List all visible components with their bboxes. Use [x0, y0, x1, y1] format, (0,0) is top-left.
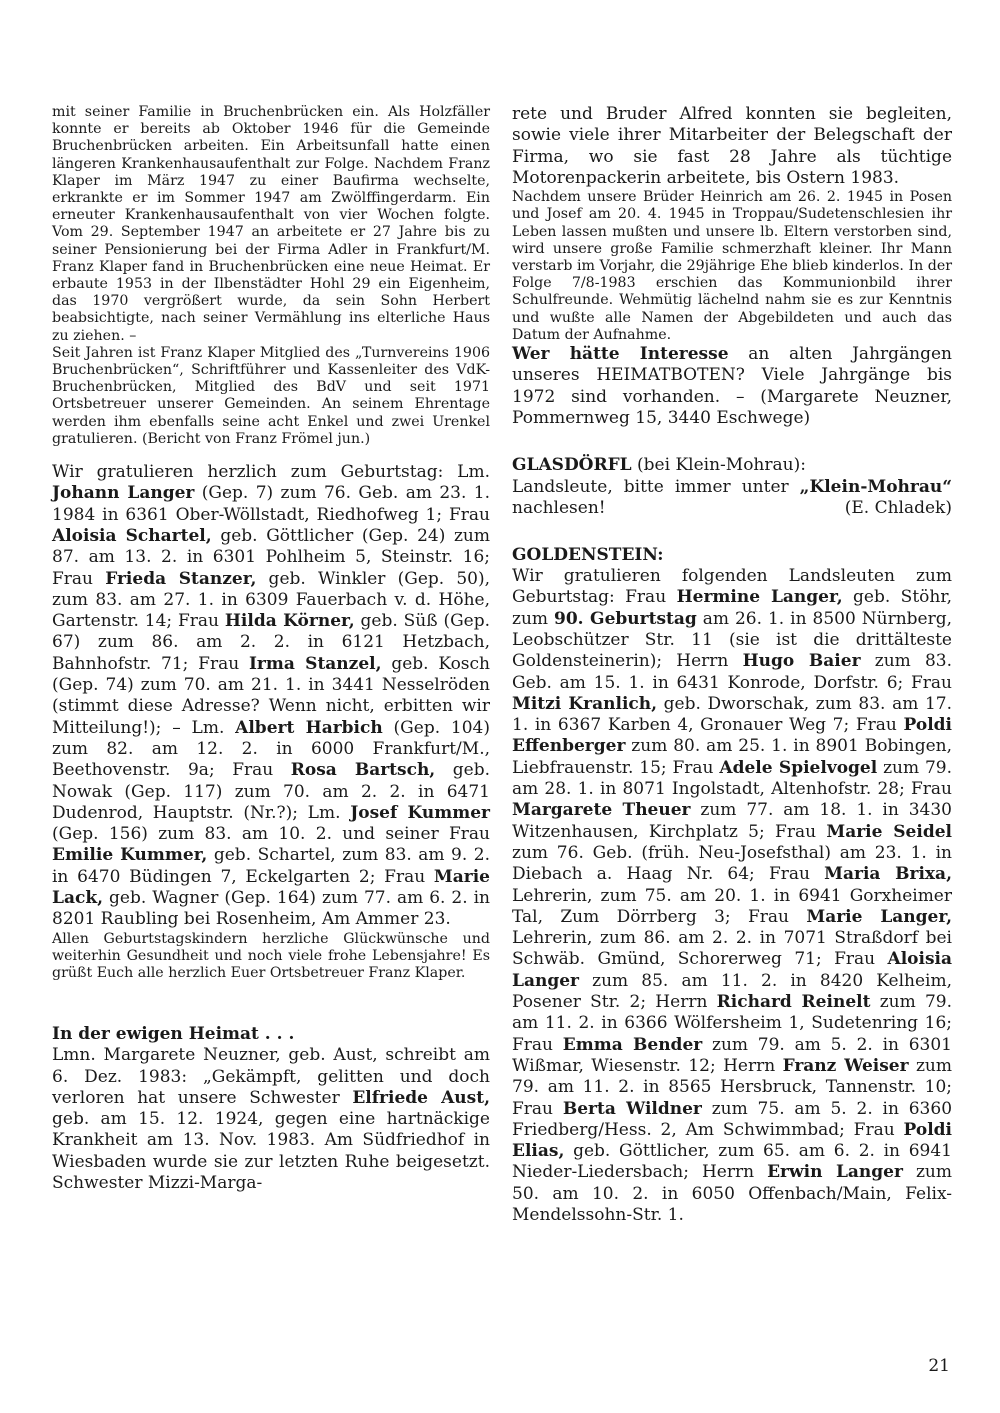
- person-name: Josef Kummer: [350, 802, 491, 823]
- text-run: zum 80. am 25. 1. in 8901 Bobingen, Liebfrauenstr. 15; Frau: [512, 736, 952, 778]
- glasdoerfl-text-end: nachlesen!: [512, 497, 606, 518]
- text-run: zum 79. am 11. 2. in 6366 Wölfersheim 1, Sudetenring 16; Frau: [512, 992, 952, 1055]
- memorial-text: [52, 1045, 490, 1194]
- person-name: Poldi Elias,: [512, 1119, 952, 1162]
- person-name: Richard Reinelt: [716, 992, 871, 1013]
- person-name: Aloisia Langer: [512, 949, 952, 991]
- text-run: zum 79. am 11. 2. in 8565 Hersbruck, Tannenstr. 10; Frau: [512, 1055, 952, 1119]
- memorial-continued: rete und Bruder Alfred konnten sie begleiten, sowie viele ihrer Mitarbeiter der Belegschaft der Firma, wo sie fast 28 Jahre als tüchtige Motorenpackerin arbeitete, bis Ostern 1983.: [512, 104, 952, 188]
- text-run: geb. Göttlicher, zum 65. am 6. 2. in 6941 Nieder-Liedersbach; Herrn: [512, 1141, 952, 1183]
- report-paragraph: mit seiner Familie in Bruchenbrücken ein. Als Holzfäller konnte er bereits ab Oktober 1946 für die Gemeinde Bruchenbrücken arbeiten. Ein Arbeitsunfall hatte einen längeren Krankenhausaufenthalt zur Folge. Nachdem Franz Klaper im März 1947 zu einer Baufirma wechselte, erkrankte er im Sommer 1947 am Zwölffingerdarm. Ein erneuter Krankenhausaufenthalt von vier Wochen folgte. Vom 29. September 1947 an arbeitete er 27 Jahre bis zu seiner Pensionierung bei der Firma Adler in Frankfurt/M. Franz Klaper fand in Bruchenbrücken eine neue Heimat. Er erbaute 1953 in der Ilbenstädter Hohl 29 ein Eigenheim, das 1970 vergrößert wurde, da sein Sohn Herbert beabsichtigte, nach seiner Vermählung ins elterliche Haus zu ziehen. –: [52, 104, 490, 344]
- person-name: Hermine Langer,: [676, 587, 843, 608]
- text-run: Wir gratulieren folgenden Landsleuten zum Geburtstag: Frau: [512, 566, 952, 608]
- text-run: geb. Wagner (Gep. 164) zum 77. am 6. 2. in 8201 Raubling bei Rosenheim, Am Ammer 23.: [52, 888, 490, 930]
- left-column: [52, 104, 490, 1194]
- section-heading-goldenstein: GOLDENSTEIN:: [512, 545, 664, 566]
- text-run: (Gep. 104) zum 82. am 12. 2. in 6000 Frankfurt/M., Beethovenstr. 9a; Frau: [52, 717, 490, 781]
- person-name: Aloisia Schartel,: [52, 525, 212, 546]
- text-run: zum 76. Geb. (früh. Neu-Josefsthal) am 23. 1. in Diebach a. Haag Nr. 64; Frau: [512, 842, 952, 885]
- person-name: Rosa Bartsch,: [290, 760, 436, 781]
- person-name: Mitzi Kranlich,: [512, 693, 658, 714]
- person-name: Marie Langer,: [806, 906, 952, 927]
- person-name: Johann Langer: [52, 483, 195, 504]
- birthday-closing-note: Allen Geburtstagskindern herzliche Glückwünsche und weiterhin Gesundheit und noch viele frohe Lebensjahre! Es grüßt Euch alle herzlich Euer Ortsbetreuer Franz Klaper.: [52, 930, 490, 981]
- person-name: Emma Bender: [562, 1034, 703, 1055]
- glasdoerfl-note: [512, 477, 952, 520]
- person-name: Hilda Körner,: [224, 611, 355, 632]
- text-run: Lehrerin, zum 75. am 20. 1. in 6941 Gorxheimer Tal, Zum Dörrberg 3; Frau: [512, 885, 952, 927]
- text-run: Lmn. Margarete Neuzner, geb. Aust, schreibt am 6. Dez. 1983: „Gekämpft, gelitten und doch verloren hat unsere Schwester: [52, 1045, 490, 1108]
- text-run: (Gep. 7) zum 76. Geb. am 23. 1. 1984 in 6361 Ober-Wöllstadt, Riedhofweg 1; Frau: [52, 483, 490, 525]
- person-name: Irma Stanzel,: [248, 653, 382, 674]
- person-name: Emilie Kummer,: [52, 845, 208, 866]
- text-run: zum 79. am 28. 1. in 8071 Ingolstadt, Altenhofstr. 28; Frau: [512, 757, 952, 800]
- heimatbote-request: [512, 344, 952, 429]
- text-run: am 26. 1. in 8500 Nürnberg, Leobschützer Str. 11 (sie ist die drittälteste Goldensteinerin); Herrn: [512, 608, 952, 672]
- memorial-family-note: Nachdem unsere Brüder Heinrich am 26. 2. 1945 in Posen und Josef am 20. 4. 1945 in Troppau/Sudetenschlesien ihr Leben lassen mußten und unsere lb. Eltern verstorben sind, wird unsere große Familie schmerzhaft kleiner. Ihr Mann verstarb im Vorjahr, die 29jährige Ehe blieb kinderlos. In der Folge 7/8-1983 erschien das Kommunionbild ihrer Schulfreunde. Wehmütig lächelnd nahm sie es zur Kenntnis und wußte alle Namen der Abgebildeten und auch das Datum der Aufnahme.: [512, 189, 952, 343]
- section-glasdoerfl: [512, 455, 952, 476]
- text-run: zum 75. am 5. 2. in 6360 Friedberg/Hess. 2, Am Schwimmbad; Frau: [512, 1098, 953, 1140]
- glasdoerfl-text: Landsleute, bitte immer unter: [512, 476, 800, 497]
- text-run: geb. Süß (Gep. 67) zum 86. am 2. 2. in 6121 Hetzbach, Bahnhofstr. 71; Frau: [52, 611, 490, 674]
- person-name: Adele Spielvogel: [719, 757, 878, 778]
- person-name: Frieda Stanzer,: [105, 568, 257, 589]
- text-run: geb. Göttlicher (Gep. 24) zum 87. am 13. 2. in 6301 Pohlheim 5, Steinstr. 16; Frau: [52, 525, 491, 589]
- person-name: Margarete Theuer: [512, 800, 691, 821]
- person-name: Wer hätte Interesse: [512, 344, 729, 365]
- text-run: zum 85. am 11. 2. in 8420 Kelheim, Posener Str. 2; Herrn: [512, 970, 952, 1013]
- person-name: Franz Weiser: [782, 1055, 909, 1076]
- person-name: Hugo Baier: [742, 651, 861, 672]
- text-run: zum 50. am 10. 2. in 6050 Offenbach/Main, Felix-Mendelssohn-Str. 1.: [512, 1162, 952, 1225]
- glasdoerfl-subtitle: (bei Klein-Mohrau):: [631, 455, 806, 476]
- birthday-list-bruchenbruecken: [52, 462, 490, 931]
- glasdoerfl-reference: „Klein-Mohrau“: [799, 476, 952, 497]
- text-run: an alten Jahrgängen unseres HEIMATBOTEN? Viele Jahrgänge bis 1972 sind vorhanden. – (Margarete Neuzner, Pommernweg 15, 3440 Eschwege): [512, 344, 952, 428]
- text-run: zum 83. Geb. am 15. 1. in 6431 Konrode, Dorfstr. 6; Frau: [512, 651, 952, 693]
- person-name: Poldi Effenberger: [512, 715, 952, 757]
- text-run: geb. Stöhr, zum: [512, 587, 952, 629]
- page-number: 21: [928, 1356, 950, 1376]
- person-name: Elfriede Aust,: [352, 1087, 490, 1108]
- birthday-list-goldenstein: [512, 566, 952, 1226]
- person-name: Berta Wildner: [562, 1098, 702, 1119]
- person-name: Erwin Langer: [767, 1162, 903, 1183]
- text-run: geb. Winkler (Gep. 50), zum 83. am 27. 1. in 6309 Fauerbach v. d. Höhe, Gartenstr. 14; Frau: [52, 568, 490, 632]
- text-run: geb. Schartel, zum 83. am 9. 2. in 6470 Büdingen 7, Eckelgarten 2; Frau: [52, 845, 491, 887]
- person-name: Maria Brixa,: [824, 864, 952, 885]
- text-run: zum 77. am 18. 1. in 3430 Witzenhausen, Kirchplatz 5; Frau: [512, 800, 952, 842]
- text-run: (Gep. 156) zum 83. am 10. 2. und seiner Frau: [52, 824, 490, 845]
- text-run: geb. Dworschak, zum 83. am 17. 1. in 6367 Karben 4, Gronauer Weg 7; Frau: [512, 693, 952, 736]
- text-run: geb. Nowak (Gep. 117) zum 70. am 2. 2. in 6471 Dudenrod, Hauptstr. (Nr.?); Lm.: [52, 760, 490, 823]
- text-run: Lehrerin, zum 86. am 2. 2. in 7071 Straßdorf bei Schwäb. Gmünd, Schorerweg 71; Frau: [512, 928, 952, 970]
- text-run: geb. Kosch (Gep. 74) zum 70. am 21. 1. in 3441 Nesselröden (stimmt diese Adresse? Wenn nicht, erbitten wir Mitteilung!); – Lm.: [52, 653, 491, 738]
- section-heading-glasdoerfl: GLASDÖRFL: [512, 455, 632, 476]
- report-paragraph-membership: Seit Jahren ist Franz Klaper Mitglied des „Turnvereins 1906 Bruchenbrücken“, Schriftführer und Kassenleiter des VdK-Bruchenbrücken, Mitglied des BdV und seit 1971 Ortsbetreuer unserer Gemeinden. An seinem Ehrentage werden ihm ebenfalls seine acht Enkel und zwei Urenkel gratulieren. (Bericht von Franz Frömel jun.): [52, 344, 490, 447]
- section-heading-ewige-heimat: In der ewigen Heimat . . .: [52, 1024, 295, 1045]
- right-column: [512, 104, 952, 1226]
- person-name: Marie Seidel: [826, 821, 952, 842]
- text-run: Wir gratulieren herzlich zum Geburtstag: Lm.: [52, 462, 490, 483]
- person-name: 90. Geburtstag: [554, 608, 697, 629]
- text-run: zum 79. am 5. 2. in 6301 Wißmar, Wiesenstr. 12; Herrn: [512, 1034, 952, 1076]
- person-name: Albert Harbich: [235, 717, 383, 738]
- person-name: Marie Lack,: [52, 866, 490, 908]
- text-run: geb. am 15. 12. 1924, gegen eine hartnäckige Krankheit am 13. Nov. 1983. Am Südfriedhof in Wiesbaden wurde sie zur letzten Ruhe beigesetzt. Schwester Mizzi-Marga-: [52, 1109, 490, 1193]
- glasdoerfl-author: (E. Chladek): [844, 497, 952, 518]
